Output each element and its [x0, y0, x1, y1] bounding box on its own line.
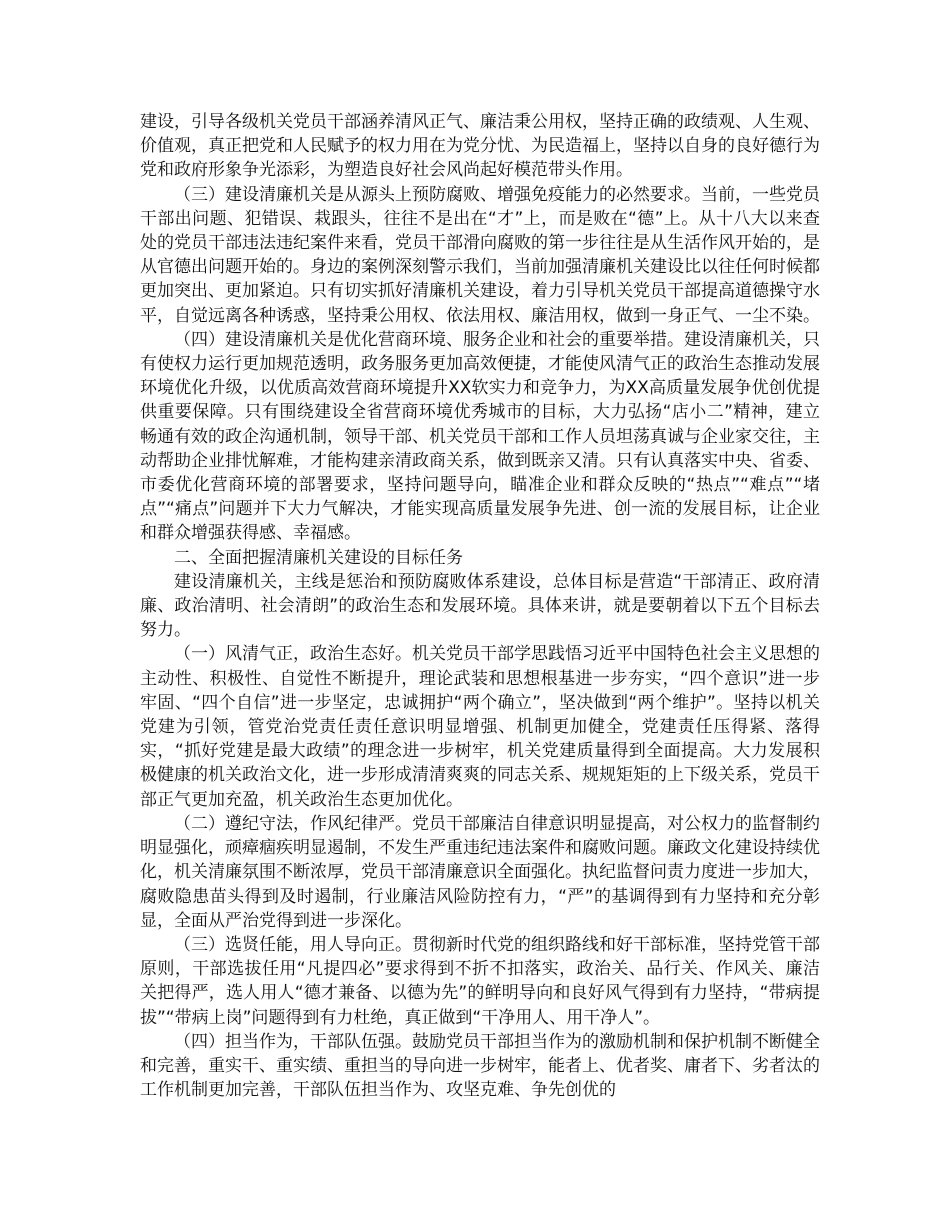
paragraph-point-four: （四）建设清廉机关是优化营商环境、服务企业和社会的重要举措。建设清廉机关，只有使权力运行更加规范透明，政务服务更加高效便捷，才能使风清气正的政治生态推动发展环境优化升级，以优质高效营商环境提升XX软实力和竞争力，为XX高质量发展争优创优提供重要保障。只有围绕建设全省营商环境优秀城市的目标，大力弘扬“店小二”精神，建立畅通有效的政企沟通机制，领导干部、机关党员干部和工作人员坦荡真诚与企业家交往，主动帮助企业排忧解难，才能构建亲清政商关系，做到既亲又清。只有认真落实中央、省委、市委优化营商环境的部署要求，坚持问题导向，瞄准企业和群众反映的“热点”“难点”“堵点”“痛点”问题并下大力气解决，才能实现高质量发展争先进、创一流的发展目标，让企业和群众增强获得感、幸福感。	[140, 329, 820, 544]
paragraph-section-overview: 建设清廉机关，主线是惩治和预防腐败体系建设，总体目标是营造“干部清正、政府清廉、政治清明、社会清朗”的政治生态和发展环境。具体来讲，就是要朝着以下五个目标去努力。	[140, 571, 820, 641]
document-body	[140, 110, 820, 1102]
section-heading-two: 二、全面把握清廉机关建设的目标任务	[174, 547, 463, 568]
paragraph-intro-continued: 建设，引导各级机关党员干部涵养清风正气、廉洁秉公用权，坚持正确的政绩观、人生观、价值观，真正把党和人民赋予的权力用在为党分忧、为民造福上，坚持以自身的良好德行为党和政府形象争光添彩，为塑造良好社会风尚起好模范带头作用。	[140, 112, 820, 181]
paragraph-goal-one: （一）风清气正，政治生态好。机关党员干部学思践悟习近平中国特色社会主义思想的主动性、积极性、自觉性不断提升，理论武装和思想根基进一步夯实，“四个意识”进一步牢固、“四个自信”进一步坚定，忠诚拥护“两个确立”，坚决做到“两个维护”。坚持以机关党建为引领，管党治党责任责任意识明显增强、机制更加健全，党建责任压得紧、落得实，“抓好党建是最大政绩”的理念进一步树牢，机关党建质量得到全面提高。大力发展积极健康的机关政治文化，进一步形成清清爽爽的同志关系、规规矩矩的上下级关系，党员干部正气更加充盈，机关政治生态更加优化。	[140, 644, 820, 810]
paragraph-point-three: （三）建设清廉机关是从源头上预防腐败、增强免疫能力的必然要求。当前，一些党员干部出问题、犯错误、栽跟头，往往不是出在“才”上，而是败在“德”上。从十八大以来查处的党员干部违法违纪案件来看，党员干部滑向腐败的第一步往往是从生活作风开始的，是从官德出问题开始的。身边的案例深刻警示我们，当前加强清廉机关建设比以往任何时候都更加突出、更加紧迫。只有切实抓好清廉机关建设，着力引导机关党员干部提高道德操守水平，自觉远离各种诱惑，坚持秉公用权、依法用权、廉洁用权，做到一身正气、一尘不染。	[140, 184, 820, 326]
paragraph-goal-four: （四）担当作为，干部队伍强。鼓励党员干部担当作为的激励机制和保护机制不断健全和完善，重实干、重实绩、重担当的导向进一步树牢，能者上、优者奖、庸者下、劣者汰的工作机制更加完善，干部队伍担当作为、攻坚克难、争先创优的	[140, 1031, 820, 1101]
paragraph-goal-three: （三）选贤任能，用人导向正。贯彻新时代党的组织路线和好干部标准，坚持党管干部原则，干部选拔任用“凡提四必”要求得到不折不扣落实，政治关、品行关、作风关、廉洁关把得严，选人用人“德才兼备、以德为先”的鲜明导向和良好风气得到有力坚持，“带病提拔”“带病上岗”问题得到有力杜绝，真正做到“干净用人、用干净人”。	[140, 934, 820, 1028]
paragraph-goal-two: （二）遵纪守法，作风纪律严。党员干部廉洁自律意识明显提高，对公权力的监督制约明显强化，顽瘴痼疾明显遏制，不发生严重违纪违法案件和腐败问题。廉政文化建设持续优化，机关清廉氛围不断浓厚，党员干部清廉意识全面强化。执纪监督问责力度进一步加大，腐败隐患苗头得到及时遏制，行业廉洁风险防控有力，“严”的基调得到有力坚持和充分彰显，全面从严治党得到进一步深化。	[140, 813, 820, 931]
